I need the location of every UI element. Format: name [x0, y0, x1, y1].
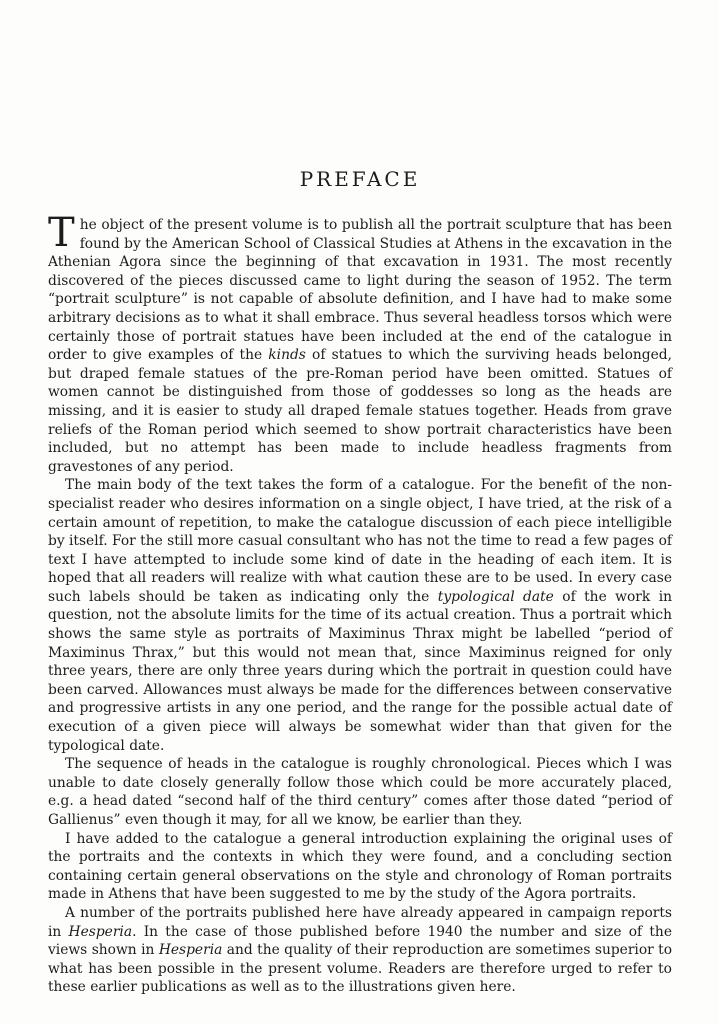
paragraph	[48, 476, 672, 755]
preface-body	[48, 210, 673, 997]
paragraph	[48, 830, 672, 904]
italic-text-run: Hesperia	[158, 942, 223, 959]
text-run: The main body of the text takes the form of a catalogue. For the benefit of the non-specialist reader who desires information on a single object, I have tried, at the risk of a certain amount of repetition, to make the catalogue discussion of each piece intelligible by itself. For the still more casual consultant who has not the time to read a few pages of text I have attempted to include some kind of date in the heading of each item. It is hoped that all readers will realize with what caution these are to be used. In every case such labels should be taken as indicating only the	[48, 477, 672, 605]
italic-text-run: kinds	[268, 347, 306, 364]
text-run: A number of the portraits published here have already appeared in campaign reports in	[48, 904, 672, 940]
text-run: of statues to which the surviving heads belonged, but draped female statues of the pre-Roman period have been omitted. Statues of women cannot be distinguished from those of goddesses so long as the heads are missing, and it is easier to study all draped female statues together. Heads from grave reliefs of the Roman period which seemed to show portrait characteristics have been included, but no attempt has been made to include headless fragments from gravestones of any period.	[48, 347, 672, 475]
drop-cap: T	[48, 210, 75, 256]
italic-text-run: typological date	[437, 588, 554, 605]
text-run: . In the case of those published before 1940 the number and size of the views shown in	[48, 923, 672, 959]
text-run: and the quality of their reproduction are sometimes superior to what has been possible in the present volume. Readers are therefore urged to refer to these earlier publications as well as to the illustrations given here.	[48, 942, 673, 996]
text-run: of the work in question, not the absolute limits for the time of its actual creation. Thus a portrait which shows the same style as portraits of Maximinus Thrax might be labelled “period of Maximinus Thrax,” but this would not mean that, since Maximinus reigned for only three years, there are only three years during which the portrait in question could have been carved. Allowances must always be made for the differences between conservative and progressive artists in any one period, and the range for the possible actual date of execution of a given piece will always be somewhat wider than that given for the typological date.	[48, 588, 672, 754]
page-title: PREFACE	[299, 167, 421, 191]
paragraph	[48, 210, 672, 476]
text-run: he object of the present volume is to publish all the portrait sculpture that has been found by the American School of Classical Studies at Athens in the excavation in the Athenian Agora since the beginning of that excavation in 1931. The most recently discovered of the pieces discussed came to light during the season of 1952. The term “portrait sculpture” is not capable of absolute definition, and I have had to make some arbitrary decisions as to what it shall embrace. Thus several headless torsos which were certainly those of portrait statues have been included at the end of the catalogue in order to give examples of the	[48, 217, 672, 364]
italic-text-run: Hesperia	[68, 923, 133, 940]
text-run: I have added to the catalogue a general introduction explaining the original uses of the portraits and the contexts in which they were found, and a concluding section containing certain general observations on the style and chronology of Roman portraits made in Athens that have been suggested to me by the study of the Agora portraits.	[48, 830, 672, 903]
text-run: The sequence of heads in the catalogue is roughly chronological. Pieces which I was unable to date closely generally follow those which could be more accurately placed, e.g. a head dated “second half of the third century” comes after those dated “period of Gallienus” even though it may, for all we know, be earlier than they.	[48, 756, 672, 828]
paragraph	[48, 755, 672, 829]
paragraph	[48, 904, 672, 997]
